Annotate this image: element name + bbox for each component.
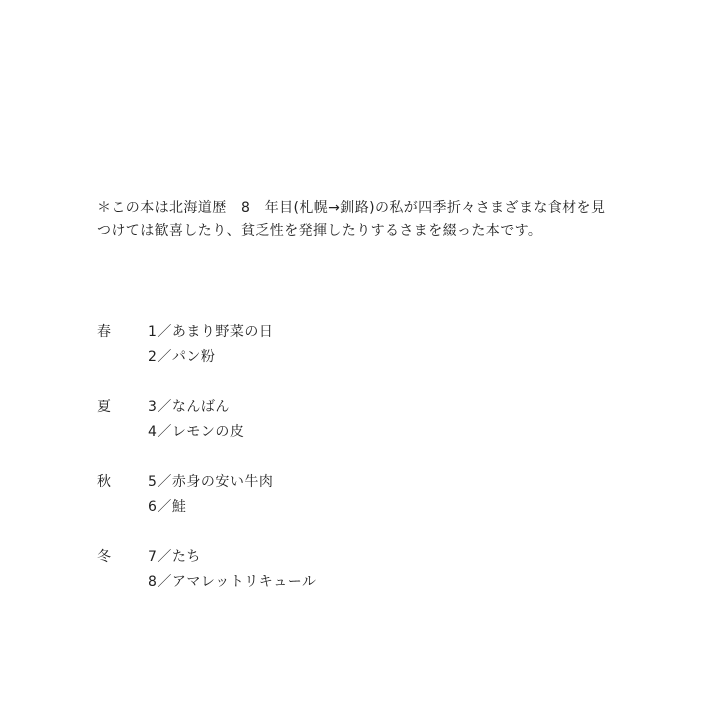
season-entries [148,320,273,370]
season-entries [148,470,273,520]
chapter-entry: 8／アマレットリキュール [148,574,317,590]
season-summer [97,395,497,445]
season-label: 春 [97,324,111,340]
season-autumn [97,470,497,520]
season-label: 夏 [97,399,111,415]
table-of-contents [97,320,497,620]
season-winter [97,545,497,595]
season-label: 秋 [97,474,111,490]
intro-line-1: ＊この本は北海道歴 8 年目(札幌→釧路)の私が四季折々さまざまな食材を見 [97,200,606,216]
season-entries [148,545,317,595]
chapter-entry: 2／パン粉 [148,349,216,365]
intro-line-2: つけては歓喜したり、貧乏性を発揮したりするさまを綴った本です。 [97,223,543,239]
intro-paragraph [97,197,606,243]
season-label: 冬 [97,549,111,565]
chapter-entry: 1／あまり野菜の日 [148,324,274,340]
season-spring [97,320,497,370]
chapter-entry: 3／なんばん [148,399,230,415]
chapter-entry: 4／レモンの皮 [148,424,245,440]
chapter-entry: 6／鮭 [148,499,187,515]
chapter-entry: 5／赤身の安い牛肉 [148,474,274,490]
season-entries [148,395,244,445]
chapter-entry: 7／たち [148,549,201,565]
